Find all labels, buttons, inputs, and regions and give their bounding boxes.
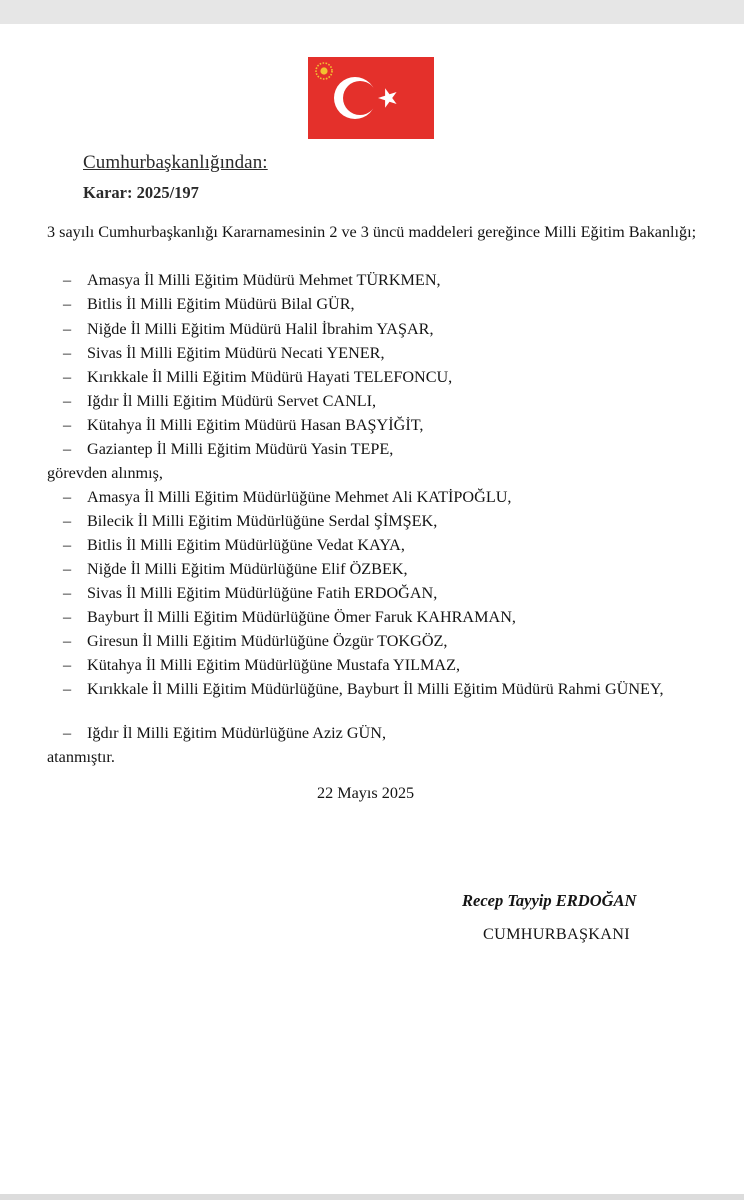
appointed-item: – Bayburt İl Milli Eğitim Müdürlüğüne Ömer Faruk KAHRAMAN, [63, 608, 516, 626]
removed-label: görevden alınmış, [47, 464, 163, 482]
list-dash: – [63, 724, 72, 742]
list-dash: – [63, 320, 72, 338]
appointed-item: – Kırıkkale İl Milli Eğitim Müdürlüğüne, Bayburt İl Milli Eğitim Müdürü Rahmi GÜNEY, [63, 680, 664, 698]
document-date: 22 Mayıs 2025 [317, 784, 415, 802]
removed-item: – Bitlis İl Milli Eğitim Müdürü Bilal GÜR, [63, 295, 355, 313]
list-dash: – [63, 440, 72, 458]
removed-item: – Kırıkkale İl Milli Eğitim Müdürü Hayati TELEFONCU, [63, 368, 453, 386]
removed-item: – Amasya İl Milli Eğitim Müdürü Mehmet TÜRKMEN, [63, 271, 441, 289]
page-bottom-edge [0, 1194, 744, 1200]
list-dash: – [63, 584, 72, 602]
list-dash: – [63, 632, 72, 650]
appointed-item: – Giresun İl Milli Eğitim Müdürlüğüne Özgür TOKGÖZ, [63, 632, 448, 650]
signatory-name: Recep Tayyip ERDOĞAN [462, 891, 637, 910]
list-dash: – [63, 271, 72, 289]
appointed-item: – Iğdır İl Milli Eğitim Müdürlüğüne Aziz GÜN, [63, 724, 386, 742]
list-dash: – [63, 560, 72, 578]
issuer-heading: Cumhurbaşkanlığından: [83, 152, 268, 173]
list-dash: – [63, 680, 72, 698]
appointed-item: – Kütahya İl Milli Eğitim Müdürlüğüne Mustafa YILMAZ, [63, 656, 461, 674]
intro-paragraph: 3 sayılı Cumhurbaşkanlığı Kararnamesinin 2 ve 3 üncü maddeleri gereğince Milli Eğitim Bakanlığı; [47, 223, 697, 241]
removed-item: – Sivas İl Milli Eğitim Müdürü Necati YENER, [63, 344, 385, 362]
turkish-flag-icon [308, 57, 434, 139]
signatory-title: CUMHURBAŞKANI [483, 925, 630, 943]
appointed-item: – Niğde İl Milli Eğitim Müdürlüğüne Elif ÖZBEK, [63, 560, 408, 578]
removed-item: – Iğdır İl Milli Eğitim Müdürü Servet CANLI, [63, 392, 377, 410]
appointed-item: – Sivas İl Milli Eğitim Müdürlüğüne Fatih ERDOĞAN, [63, 584, 438, 602]
list-dash: – [63, 512, 72, 530]
list-dash: – [63, 344, 72, 362]
appointed-item: – Bitlis İl Milli Eğitim Müdürlüğüne Vedat KAYA, [63, 536, 405, 554]
appointed-label: atanmıştır. [47, 748, 115, 766]
list-dash: – [63, 416, 72, 434]
list-dash: – [63, 368, 72, 386]
list-dash: – [63, 392, 72, 410]
removed-item: – Niğde İl Milli Eğitim Müdürü Halil İbrahim YAŞAR, [63, 320, 434, 338]
decision-number: Karar: 2025/197 [83, 183, 199, 202]
appointed-item: – Amasya İl Milli Eğitim Müdürlüğüne Mehmet Ali KATİPOĞLU, [63, 488, 512, 506]
list-dash: – [63, 295, 72, 313]
list-dash: – [63, 608, 72, 626]
list-dash: – [63, 656, 72, 674]
document-page [0, 24, 744, 1194]
appointed-item: – Bilecik İl Milli Eğitim Müdürlüğüne Serdal ŞİMŞEK, [63, 512, 438, 530]
removed-item: – Gaziantep İl Milli Eğitim Müdürü Yasin TEPE, [63, 440, 394, 458]
list-dash: – [63, 536, 72, 554]
removed-item: – Kütahya İl Milli Eğitim Müdürü Hasan BAŞYİĞİT, [63, 416, 424, 434]
list-dash: – [63, 488, 72, 506]
